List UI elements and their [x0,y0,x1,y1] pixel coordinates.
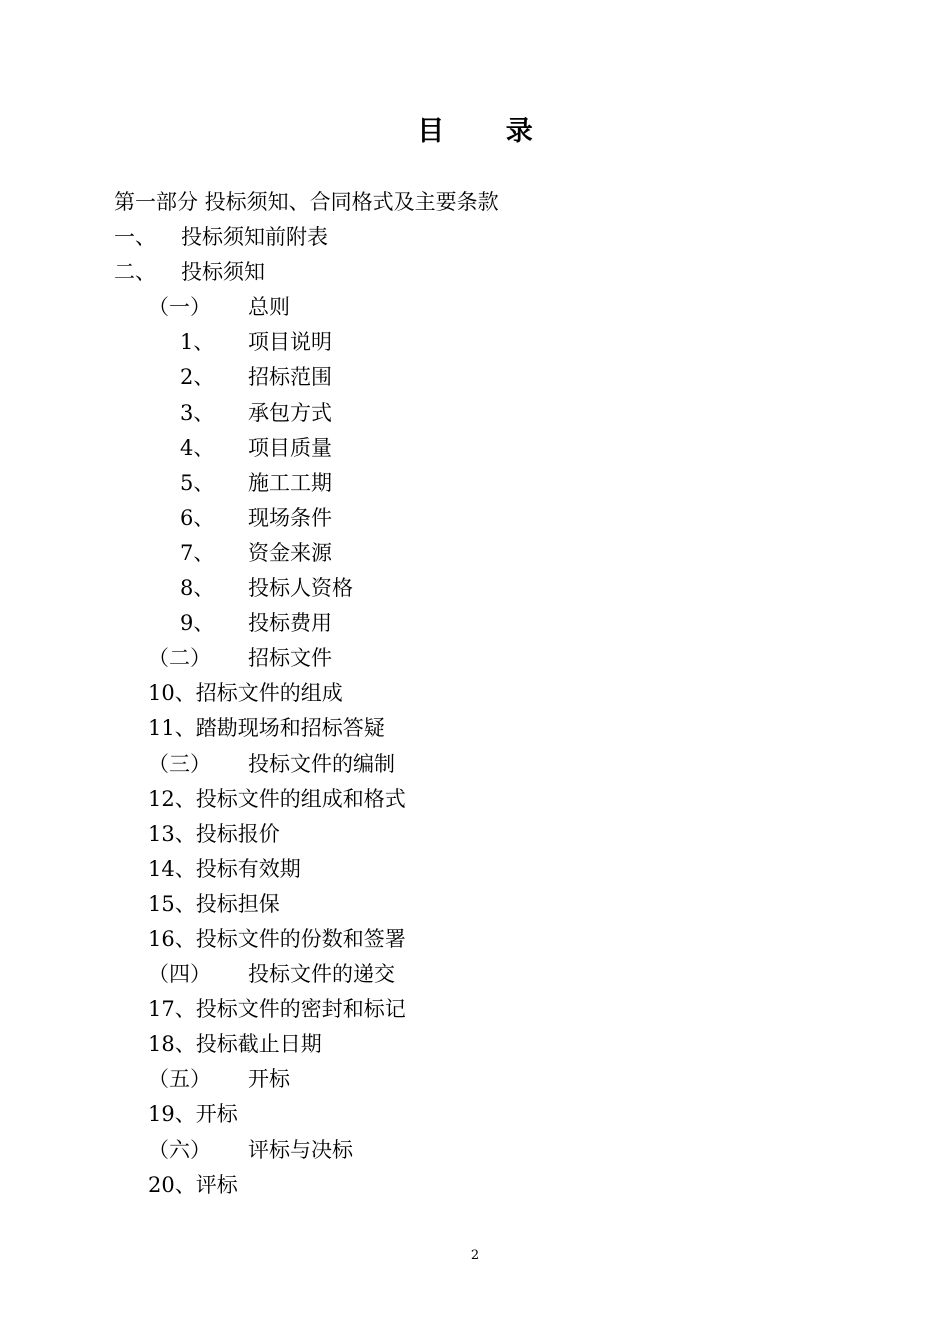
toc-number: 2、 [180,365,215,390]
toc-text: 施工工期 [248,470,332,495]
toc-item [0,536,950,571]
toc-item [0,922,950,957]
toc-text: 现场条件 [248,505,332,530]
toc-item [0,606,950,641]
toc-section [0,220,950,255]
toc-number: 二、 [114,260,156,285]
toc-item [0,360,950,395]
toc-text: 项目说明 [248,330,332,355]
toc-item [0,1168,950,1203]
toc-number: 5、 [180,470,215,495]
toc-number: 8、 [180,576,215,601]
toc-item [0,676,950,711]
toc-text: 总则 [248,295,290,320]
toc-text: 招标文件 [248,646,332,671]
toc-item [0,817,950,852]
toc-item [0,325,950,360]
toc-number: 一、 [114,225,156,250]
toc-text: 投标费用 [248,611,332,636]
toc-item [0,466,950,501]
toc-number: 9、 [180,611,215,636]
toc-item [0,396,950,431]
toc-text: 项目质量 [248,435,332,460]
toc-number: （二） [148,646,211,671]
toc-text: 承包方式 [248,400,332,425]
toc-item [0,887,950,922]
toc-text: 投标文件的编制 [248,751,395,776]
toc-item [0,992,950,1027]
toc-text: 19、开标 [148,1102,238,1127]
toc-number: （六） [148,1137,211,1162]
toc-number: （四） [148,962,211,987]
toc-text: 投标人资格 [248,576,353,601]
toc-item [0,782,950,817]
toc-number: （一） [148,295,211,320]
toc-item [0,571,950,606]
toc-text: 17、投标文件的密封和标记 [148,997,406,1022]
toc-text: 13、投标报价 [148,821,280,846]
toc-item [0,501,950,536]
toc-number: 4、 [180,435,215,460]
toc-chapter [0,957,950,992]
toc-number: 6、 [180,505,215,530]
toc-text: 第一部分 投标须知、合同格式及主要条款 [114,190,499,214]
toc-text: 投标须知 [181,260,265,285]
toc-text: 开标 [248,1067,290,1092]
toc-item [0,431,950,466]
toc-section [0,255,950,290]
toc-number: 7、 [180,540,215,565]
toc-chapter [0,1062,950,1097]
toc-item [0,1097,950,1132]
toc-text: 15、投标担保 [148,891,280,916]
toc-number: 3、 [180,400,215,425]
toc-text: 18、投标截止日期 [148,1032,322,1057]
page-title: 目 录 [417,116,559,147]
toc-chapter [0,641,950,676]
toc-item [0,711,950,746]
toc-text: 投标文件的递交 [248,962,395,987]
table-of-contents [0,185,950,1203]
toc-text: 16、投标文件的份数和签署 [148,926,406,951]
toc-text: 招标范围 [248,365,332,390]
toc-chapter [0,1133,950,1168]
toc-text: 资金来源 [248,540,332,565]
toc-item [0,1027,950,1062]
toc-text: 10、招标文件的组成 [148,681,343,706]
toc-part-heading [0,185,950,220]
toc-number: （五） [148,1067,211,1092]
toc-text: 11、踏勘现场和招标答疑 [148,716,385,741]
toc-chapter [0,747,950,782]
page-number: 2 [470,1248,480,1263]
toc-text: 20、评标 [148,1172,238,1197]
toc-text: 投标须知前附表 [181,225,328,250]
toc-number: （三） [148,751,211,776]
toc-text: 12、投标文件的组成和格式 [148,786,406,811]
toc-text: 14、投标有效期 [148,856,301,881]
toc-number: 1、 [180,330,215,355]
toc-text: 评标与决标 [248,1137,353,1162]
toc-chapter [0,290,950,325]
toc-item [0,852,950,887]
